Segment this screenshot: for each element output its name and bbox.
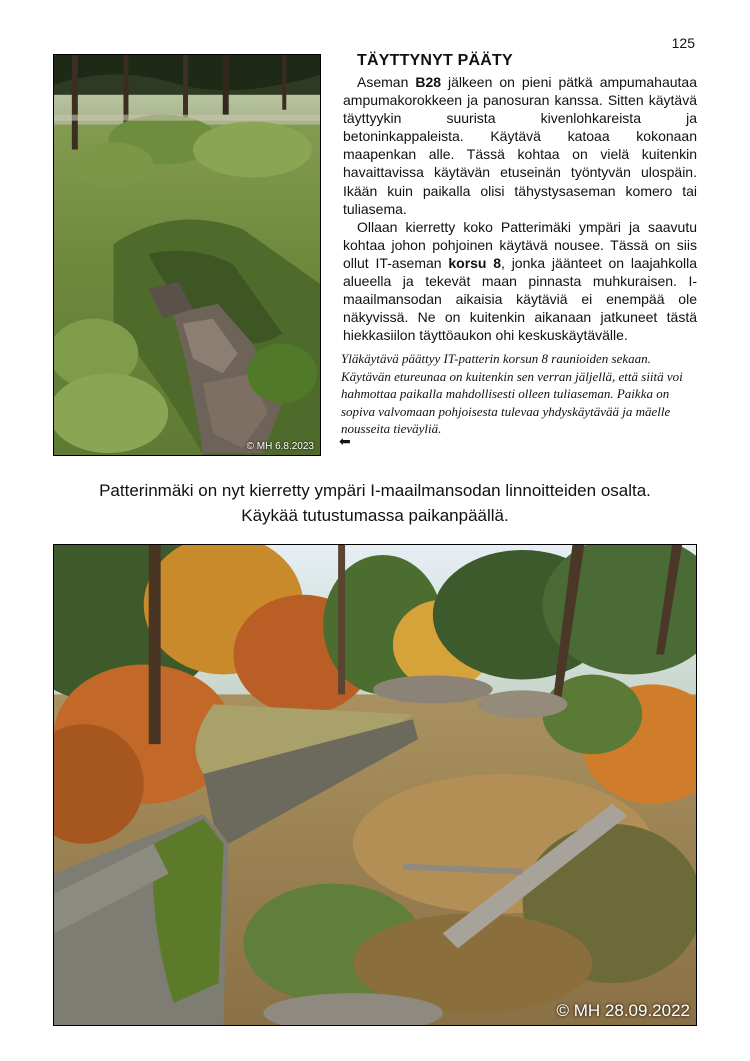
page-number: 125 [671, 35, 695, 51]
photo-caption: Yläkäytävä päättyy IT-patterin korsun 8 raunioiden sekaan. Käytävän etureunaa on kuitenkin sen verran jäljellä, että siitä voi hahmottaa paikalla mahdollisesti olleen tuliaseman. Paikka on sopiva valvomaan pohjoisesta tulevaa yhdyskäytävää ja mäelle nousseita tieväyliä. [341, 351, 683, 436]
paragraph-2-segment: , jonka jäänteet on laajahkolla alueella ja tekevät maan pinnasta muhkuraisen. I-maailmansodan aikaisia käytäviä ei enempää ole näkyvissä. Ne on kuitenkin aikanaan jatkuneet tästä hiekkasiilon täyttöaukon ohi keskuskäytävälle. [343, 254, 698, 344]
autumn-trench-photo [53, 544, 697, 1026]
paragraph-1-segment: jälkeen on pieni pätkä ampumahautaa ampumakorokkeen ja panosuran kanssa. Sitten käytävä täyttyykin suurista kivenlohkareista ja betoninkappaleista. Käytävä katoaa kokonaan maapenkan alle. Tässä kohtaa on vielä kuitenkin havaittavissa käytävän etuseinän työntyvän ulospäin. Ikään kuin paikalla olisi tähystysaseman komero tai tuliasema. [343, 74, 697, 217]
station-code-b28: B28 [415, 74, 442, 90]
article-paragraph-1 [343, 73, 697, 218]
photo-copyright: © MH 6.8.2023 [246, 441, 314, 452]
autumn-trench-photo-image [54, 545, 696, 1025]
bunker-label-korsu-8: korsu 8 [448, 254, 502, 271]
article [343, 52, 697, 344]
photo-copyright: © MH 28.09.2022 [556, 1001, 690, 1020]
paragraph-2-segment: Ollaan kierretty koko Patterimäki ympäri ja saavutu kohtaa johon pohjoinen käytävä nousee. Tässä on siis ollut IT-aseman [343, 218, 697, 271]
paragraph-1-segment: Aseman [357, 74, 416, 90]
article-paragraph-2 [343, 218, 697, 345]
summary-line-1: Patterinmäki on nyt kierretty ympäri I-maailmansodan linnoitteiden osalta. [99, 481, 651, 500]
article-title: TÄYTTYNYT PÄÄTY [357, 52, 513, 69]
summary-text [53, 478, 697, 528]
left-arrow-icon: ⬅ [339, 434, 351, 450]
summary-line-2: Käykää tutustumassa paikanpäällä. [241, 506, 509, 525]
trench-end-photo [53, 54, 321, 456]
trench-end-photo-image [54, 55, 320, 455]
